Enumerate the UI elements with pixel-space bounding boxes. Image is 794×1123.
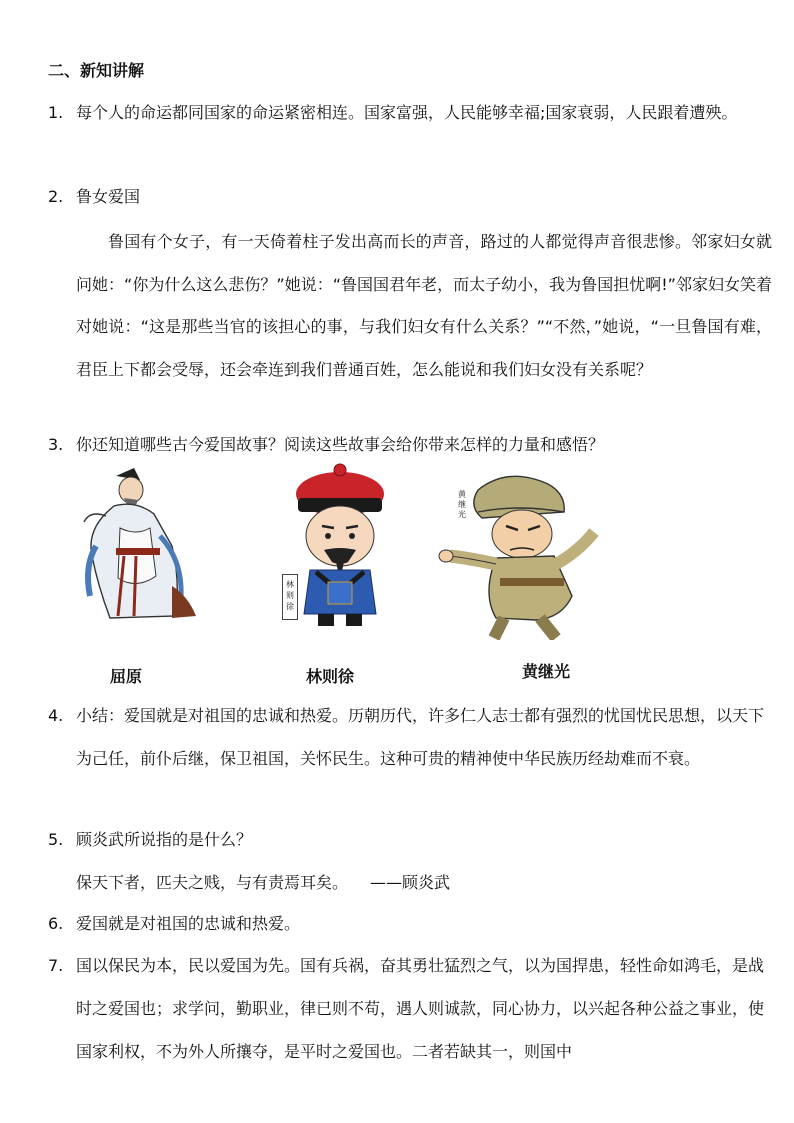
- item-text: 每个人的命运都同国家的命运紧密相连。国家富强，人民能够幸福;国家衰弱，人民跟着遭殃。: [76, 103, 738, 122]
- item-text: 爱国就是对祖国的忠诚和热爱。: [76, 914, 301, 933]
- list-item-1: [48, 99, 772, 179]
- lin-zexu-illustration: [282, 462, 394, 630]
- huang-jiguang-illustration: [438, 468, 602, 640]
- lin-zexu-figure-icon: [282, 462, 394, 630]
- lin-zexu-seal: 林则徐: [282, 574, 298, 620]
- item-text: 鲁女爱国: [76, 187, 141, 206]
- item-number: 6.: [48, 914, 64, 933]
- qu-yuan-illustration: [76, 466, 200, 626]
- item-number: 7.: [48, 956, 64, 975]
- list-item-2: [48, 183, 772, 211]
- list-item-6: [48, 910, 772, 938]
- item-number: 2.: [48, 187, 64, 206]
- qu-yuan-figure-icon: [76, 466, 200, 626]
- list-item-4: [48, 702, 772, 828]
- caption-qu-yuan: 屈原: [110, 667, 143, 686]
- item-text: 小结：爱国就是对祖国的忠诚和热爱。历朝历代，许多仁人志士都有强烈的忧国忧民思想，以天下为己任，前仆后继，保卫祖国，关怀民生。这种可贵的精神使中华民族历经劫难而不衰。: [76, 706, 765, 768]
- list-item-5: [48, 826, 772, 854]
- item-text: 你还知道哪些古今爱国故事？阅读这些故事会给你带来怎样的力量和感悟？: [76, 435, 605, 454]
- section-heading: 二、新知讲解: [48, 61, 145, 80]
- item-number: 3.: [48, 435, 64, 454]
- huang-jiguang-label: 黄继光: [458, 490, 466, 519]
- item-text: 顾炎武所说指的是什么？: [76, 830, 253, 849]
- quote-author: ——顾炎武: [370, 873, 451, 892]
- item-number: 5.: [48, 830, 64, 849]
- story-paragraph: 鲁国有个女子，有一天倚着柱子发出高而长的声音，路过的人都觉得声音很悲惨。邻家妇女就问她：“你为什么这么悲伤？”她说：“鲁国国君年老，而太子幼小，我为鲁国担忧啊!”邻家妇女笑着对她说：“这是那些当官的该担心的事，与我们妇女有什么关系？”“不然，”她说，“一旦鲁国有难，君臣上下都会受辱，还会牵连到我们普通百姓，怎么能说和我们妇女没有关系呢？: [76, 232, 772, 379]
- quote-text: 保天下者，匹夫之贱，与有责焉耳矣。: [76, 873, 349, 892]
- item-number: 1.: [48, 103, 64, 122]
- gu-yanwu-quote: [76, 871, 450, 895]
- caption-lin-zexu: 林则徐: [306, 667, 355, 686]
- item-number: 4.: [48, 706, 64, 725]
- caption-huang-jiguang: 黄继光: [522, 662, 571, 681]
- list-item-7: [48, 952, 772, 1088]
- item-text: 国以保民为本，民以爱国为先。国有兵祸，奋其勇壮猛烈之气，以为国捍患，轻性命如鸿毛，是战时之爱国也；求学问，勤职业，律已则不苟，遇人则诚款，同心协力，以兴起各种公益之事业，使国家利权，不为外人所攘夺，是平时之爱国也。二者若缺其一，则国中: [76, 956, 765, 1061]
- list-item-3: [48, 431, 772, 459]
